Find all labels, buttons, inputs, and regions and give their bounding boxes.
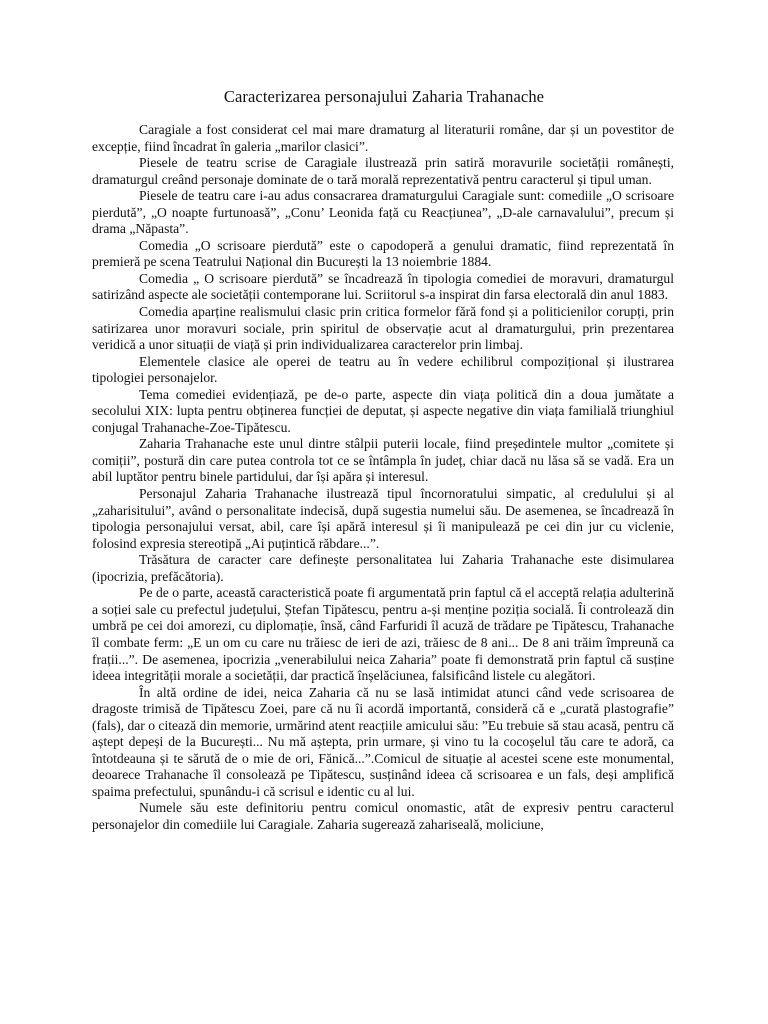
paragraph-6: Comedia aparține realismului clasic prin critica formelor fără fond și a politicienilor corupți, prin satirizarea unor moravuri sociale, prin spiritul de observație acut al dramaturgului, prin prezentarea veridică a unor situații de viață și prin individualizarea caracterelor prin limbaj. (92, 304, 674, 353)
document-body (92, 122, 674, 834)
paragraph-3: Piesele de teatru care i-au adus consacrarea dramaturgului Caragiale sunt: comediile „O scrisoare pierdută”, „O noapte furtunoasă”, „Conu’ Leonida față cu Reacțiunea”, „D-ale carnavalului”, precum și drama „Năpasta”. (92, 188, 674, 237)
paragraph-12: Pe de o parte, această caracteristică poate fi argumentată prin faptul că el acceptă relația adulterină a soției sale cu prefectul județului, Ștefan Tipătescu, pentru a-și menține poziția socială. Îi controlează din umbră pe cei doi amorezi, cu diplomație, însă, când Farfuridi îl acuză de trădare pe Tipătescu, Trahanache îl combate ferm: „E un om cu care nu trăiesc de ieri de azi, trăiesc de 8 ani... De 8 ani trăim împreună ca frații...”. De asemenea, ipocrizia „venerabilului neica Zaharia” poate fi demonstrată prin faptul că susține ideea integrității morale a societății, dar practică înșelăciunea, falsificând listele cu alegători. (92, 585, 674, 684)
paragraph-14: Numele său este definitoriu pentru comicul onomastic, atât de expresiv pentru caracterul personajelor din comediile lui Caragiale. Zaharia sugerează zaharisealǎ, moliciune, (92, 800, 674, 832)
document-title: Caracterizarea personajului Zaharia Trahanache (223, 87, 545, 106)
paragraph-8: Tema comediei evidențiază, pe de-o parte, aspecte din viața politică din a doua jumătate a secolului XIX: lupta pentru obținerea funcției de deputat, și aspecte negative din viața familială triunghiul conjugal Trahanache-Zoe-Tipătescu. (92, 386, 674, 435)
paragraph-1: Caragiale a fost considerat cel mai mare dramaturg al literaturii române, dar și un povestitor de excepție, fiind încadrat în galeria „marilor clasici”. (92, 122, 674, 154)
paragraph-9: Zaharia Trahanache este unul dintre stâlpii puterii locale, fiind președintele multor „comitete și comiții”, postură din care putea controla tot ce se întâmpla în județ, chiar dacă nu lăsa să se vadă. Era un abil luptător pentru binele partidului, dar își apăra și interesul. (92, 436, 674, 485)
paragraph-5: Comedia „ O scrisoare pierdută” se încadrează în tipologia comediei de moravuri, dramaturgul satirizând aspecte ale societății contemporane lui. Scriitorul s-a inspirat din farsa electorală din anul 1883. (92, 270, 674, 303)
paragraph-11: Trăsătura de caracter care definește personalitatea lui Zaharia Trahanache este disimularea (ipocrizia, prefăcătoria). (92, 552, 674, 584)
paragraph-10: Personajul Zaharia Trahanache ilustrează tipul încornoratului simpatic, al credulului și al „zaharisitului”, având o personalitate indecisă, după sugestia numelui său. De asemenea, se încadrează în tipologia personajului versat, abil, care își apără interesul și îi manipulează pe cei din jur cu viclenie, folosind expresia stereotipă „Ai puțintică răbdare...”. (92, 486, 674, 551)
paragraph-13: În altă ordine de idei, neica Zaharia că nu se lasă intimidat atunci când vede scrisoarea de dragoste trimisă de Tipătescu Zoei, pare că nu îi acordă importantă, consideră că e „curată plastografie” (fals), dar o citează din memorie, urmărind atent reacțiile amicului său: ”Eu trebuie să stau acasă, pentru că aștept depeși de la București... Nu mă aștepta, prin urmare, și vino tu la cocoșelul tău care te adoră, ca întotdeauna și te sărută de o mie de ori, Fănică...”.Comicul de situație al acestei scene este monumental, deoarece Trahanache îl consolează pe Tipătescu, susținând ideea că scrisoarea e un fals, deși amplifică spaima prefectului, spunându-i că scrisul e identic cu al lui. (92, 684, 675, 799)
paragraph-2: Piesele de teatru scrise de Caragiale ilustrează prin satiră moravurile societății românești, dramaturgul creând personaje dominate de o tară morală reprezentativă pentru caracterul și tipul uman. (92, 155, 674, 187)
paragraph-7: Elementele clasice ale operei de teatru au în vedere echilibrul compozițional și ilustrarea tipologiei personajelor. (92, 353, 674, 386)
paragraph-4: Comedia „O scrisoare pierdută” este o capodoperă a genului dramatic, fiind reprezentată în premieră pe scena Teatrului Național din București la 13 noiembrie 1884. (92, 237, 674, 270)
